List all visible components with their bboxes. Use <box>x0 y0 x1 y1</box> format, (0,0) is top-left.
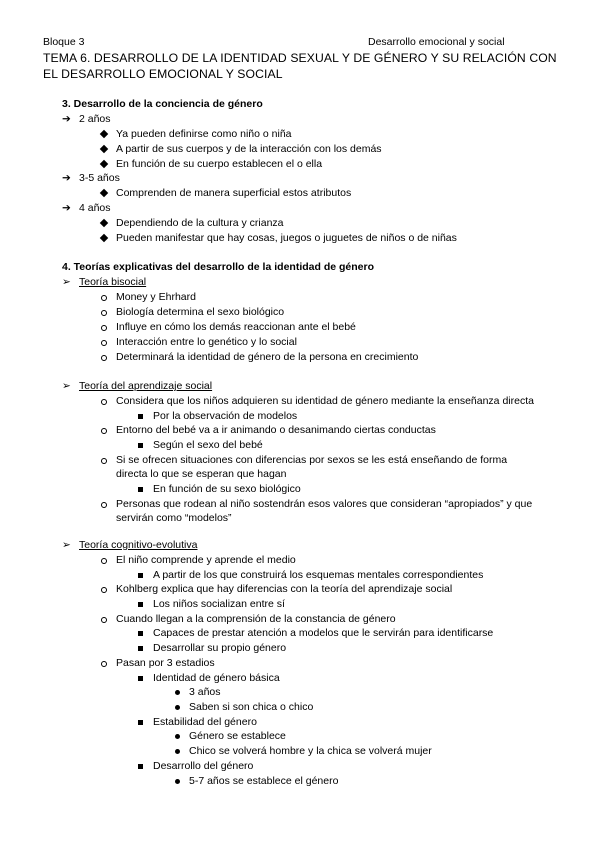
theory-title: Teoría bisocial <box>79 276 147 288</box>
circle-bullet-icon <box>101 502 107 508</box>
arrowhead-icon: ➢ <box>62 276 71 288</box>
dot-bullet-icon <box>175 705 180 710</box>
square-bullet-icon <box>138 676 143 681</box>
list-item: A partir de los que construirá los esquemas mentales correspondientes <box>153 569 484 581</box>
dot-bullet-icon <box>175 779 180 784</box>
list-item-continuation: servirán como “modelos” <box>116 512 232 524</box>
theory-title: Teoría cognitivo-evolutiva <box>79 539 198 551</box>
list-item: Considera que los niños adquieren su identidad de género mediante la enseñanza directa <box>116 395 534 407</box>
list-item: Biología determina el sexo biológico <box>116 306 285 318</box>
circle-bullet-icon <box>101 310 107 316</box>
square-bullet-icon <box>138 573 143 578</box>
diamond-bullet-icon <box>100 234 108 242</box>
list-item: Money y Ehrhard <box>116 291 196 303</box>
list-item: 2 años <box>79 113 111 125</box>
list-item: Género se establece <box>189 730 286 742</box>
list-item: Por la observación de modelos <box>153 410 298 422</box>
circle-bullet-icon <box>101 458 107 464</box>
arrowhead-icon: ➢ <box>62 539 71 551</box>
block-label: Bloque 3 <box>43 36 85 48</box>
circle-bullet-icon <box>101 399 107 405</box>
list-item: Estabilidad del género <box>153 716 257 728</box>
circle-bullet-icon <box>101 661 107 667</box>
list-item: Ya pueden definirse como niño o niña <box>116 128 292 140</box>
square-bullet-icon <box>138 631 143 636</box>
square-bullet-icon <box>138 443 143 448</box>
arrow-icon: ➔ <box>62 202 71 214</box>
section-heading: 3. Desarrollo de la conciencia de género <box>62 98 263 110</box>
arrowhead-icon: ➢ <box>62 380 71 392</box>
list-item: Influye en cómo los demás reaccionan ante el bebé <box>116 321 356 333</box>
list-item: Identidad de género básica <box>153 672 280 684</box>
dot-bullet-icon <box>175 690 180 695</box>
list-item: Según el sexo del bebé <box>153 439 263 451</box>
list-item: Desarrollar su propio género <box>153 642 287 654</box>
circle-bullet-icon <box>101 295 107 301</box>
list-item: Los niños socializan entre sí <box>153 598 285 610</box>
list-item: 5-7 años se establece el género <box>189 775 339 787</box>
square-bullet-icon <box>138 764 143 769</box>
diamond-bullet-icon <box>100 145 108 153</box>
list-item: Kohlberg explica que hay diferencias con la teoría del aprendizaje social <box>116 583 453 595</box>
circle-bullet-icon <box>101 617 107 623</box>
list-item: Si se ofrecen situaciones con diferencias por sexos se les está enseñando de forma <box>116 454 508 466</box>
list-item: Capaces de prestar atención a modelos que le servirán para identificarse <box>153 627 494 639</box>
subject-label: Desarrollo emocional y social <box>368 36 505 48</box>
list-item: Chico se volverá hombre y la chica se volverá mujer <box>189 745 432 757</box>
square-bullet-icon <box>138 487 143 492</box>
list-item: En función de su cuerpo establecen el o ella <box>116 158 323 170</box>
dot-bullet-icon <box>175 749 180 754</box>
list-item: 3-5 años <box>79 172 120 184</box>
diamond-bullet-icon <box>100 219 108 227</box>
arrow-icon: ➔ <box>62 172 71 184</box>
list-item: Cuando llegan a la comprensión de la constancia de género <box>116 613 396 625</box>
list-item: El niño comprende y aprende el medio <box>116 554 296 566</box>
dot-bullet-icon <box>175 734 180 739</box>
list-item: Pueden manifestar que hay cosas, juegos o juguetes de niños o de niñas <box>116 232 457 244</box>
title-line: TEMA 6. DESARROLLO DE LA IDENTIDAD SEXUAL Y DE GÉNERO Y SU RELACIÓN CON <box>43 51 557 65</box>
square-bullet-icon <box>138 720 143 725</box>
list-item: Interacción entre lo genético y lo social <box>116 336 297 348</box>
arrow-icon: ➔ <box>62 113 71 125</box>
square-bullet-icon <box>138 646 143 651</box>
section-heading: 4. Teorías explicativas del desarrollo de la identidad de género <box>62 261 374 273</box>
square-bullet-icon <box>138 602 143 607</box>
list-item: A partir de sus cuerpos y de la interacción con los demás <box>116 143 382 155</box>
list-item-continuation: directa lo que se esperan que hagan <box>116 468 287 480</box>
list-item: Saben si son chica o chico <box>189 701 314 713</box>
circle-bullet-icon <box>101 355 107 361</box>
circle-bullet-icon <box>101 587 107 593</box>
circle-bullet-icon <box>101 325 107 331</box>
circle-bullet-icon <box>101 558 107 564</box>
list-item: Pasan por 3 estadios <box>116 657 215 669</box>
circle-bullet-icon <box>101 428 107 434</box>
list-item: Personas que rodean al niño sostendrán esos valores que consideran “apropiados” y que <box>116 498 533 510</box>
page-title <box>43 50 563 82</box>
diamond-bullet-icon <box>100 130 108 138</box>
list-item: Determinará la identidad de género de la persona en crecimiento <box>116 351 419 363</box>
list-item: 4 años <box>79 202 111 214</box>
list-item: Entorno del bebé va a ir animando o desanimando ciertas conductas <box>116 424 436 436</box>
theory-title: Teoría del aprendizaje social <box>79 380 213 392</box>
list-item: Comprenden de manera superficial estos atributos <box>116 187 352 199</box>
square-bullet-icon <box>138 414 143 419</box>
list-item: Dependiendo de la cultura y crianza <box>116 217 284 229</box>
title-line: EL DESARROLLO EMOCIONAL Y SOCIAL <box>43 67 283 81</box>
diamond-bullet-icon <box>100 160 108 168</box>
diamond-bullet-icon <box>100 189 108 197</box>
circle-bullet-icon <box>101 340 107 346</box>
list-item: Desarrollo del género <box>153 760 254 772</box>
list-item: En función de su sexo biológico <box>153 483 301 495</box>
list-item: 3 años <box>189 686 221 698</box>
